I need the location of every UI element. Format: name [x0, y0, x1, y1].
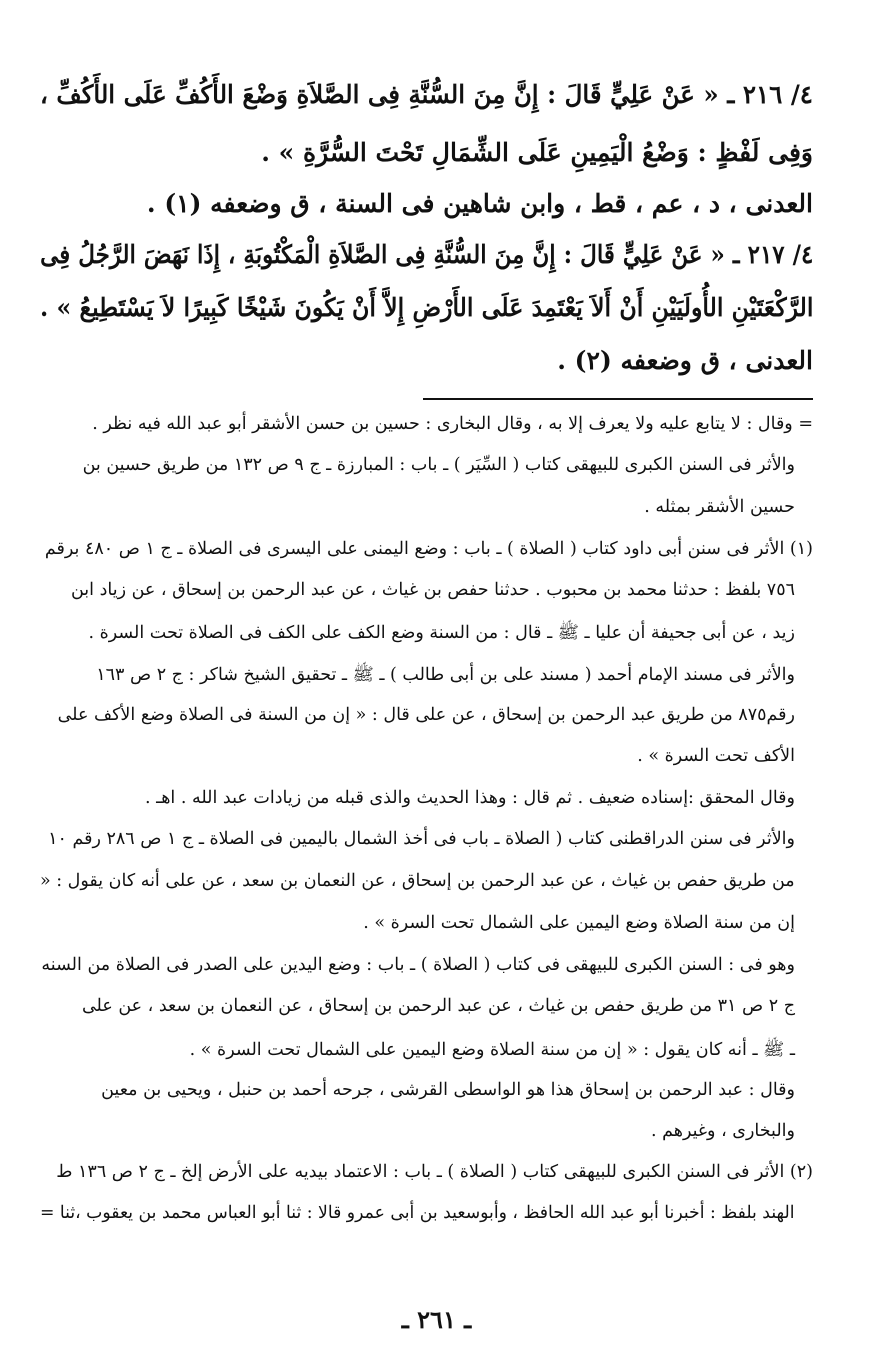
hadith-217-sources: العدنى ، ق وضعفه (٢) . [557, 346, 813, 375]
footnote-1-line: (١) الأثر فى سنن أبى داود كتاب ( الصلاة ) ـ باب : وضع اليمنى على اليسرى فى الصلاة ـ ج ١ ص ٤٨٠ برقم [44, 539, 813, 559]
hadith-217-line-2: الرَّكْعَتَيْنِ الأُولَيَيْنِ أَنْ أَلاَ يَعْتَمِدَ عَلَى الأَرْضِ إِلاَّ أَنْ يَكُونَ شَيْخًا كَبِيرًا لاَ يَسْتَطِيعُ » . [39, 293, 813, 322]
footnote-1-line: والبخارى ، وغيرهم . [650, 1121, 795, 1141]
footnote-2-line: (٢) الأثر فى السنن الكبرى للبيهقى كتاب ( الصلاة ) ـ باب : الاعتماد بيديه على الأرض إلخ ـ ج ٢ ص ١٣٦ ط [56, 1162, 813, 1182]
footnote-2-line: الهند بلفظ : أخبرنا أبو عبد الله الحافظ ، وأبوسعيد بن أبى عمرو قالا : ثنا أبو العباس محمد بن يعقوب ،ثنا = [40, 1203, 795, 1223]
footnote-1-line: إن من سنة الصلاة وضع اليمين على الشمال تحت السرة » . [363, 913, 795, 933]
hadith-216-line-1: ٤/ ٢١٦ ـ « عَنْ عَلِيٍّ قَالَ : إِنَّ مِنَ السُّنَّةِ فِى الصَّلاَةِ وَضْعَ الأَكُفِّ عَلَى الأَكُفِّ ، [40, 80, 813, 109]
footnote-1-line: الأكف تحت السرة » . [637, 746, 795, 766]
footnote-1-line: ـ ﷺ ـ أنه كان يقول : « إن من سنة الصلاة وضع اليمين على الشمال تحت السرة » . [189, 1040, 795, 1060]
footnote-1-line: ٧٥٦ بلفظ : حدثنا محمد بن محبوب . حدثنا حفص بن غياث ، عن عبد الرحمن بن إسحاق ، عن زياد ابن [70, 580, 795, 600]
footnote-1-line: والأثر فى مسند الإمام أحمد ( مسند على بن أبى طالب ) ـ ﷺ ـ تحقيق الشيخ شاكر : ج ٢ ص ١٦٣ [96, 665, 795, 685]
footnote-1-line: وقال المحقق :إسناده ضعيف . ثم قال : وهذا الحديث والذى قبله من زيادات عبد الله . اهـ . [144, 788, 795, 808]
footnote-1-line: رقم٨٧٥ من طريق عبد الرحمن بن إسحاق ، عن على قال : « إن من السنة فى الصلاة وضع الأكف على [57, 705, 795, 725]
footnote-line: حسين الأشقر بمثله . [644, 497, 795, 517]
hadith-217-line-1: ٤/ ٢١٧ ـ « عَنْ عَلِيٍّ قَالَ : إِنَّ مِنَ السُّنَّةِ فِى الصَّلاَةِ الْمَكْتُوبَةِ ، إِذَا نَهَضَ الرَّجُلُ فِى [39, 240, 813, 269]
footnote-line: = وقال : لا يتابع عليه ولا يعرف إلا به ، وقال البخارى : حسين بن حسن الأشقر أبو عبد الله فيه نظر . [92, 414, 813, 434]
hadith-216-sources: العدنى ، د ، عم ، قط ، وابن شاهين فى السنة ، ق وضعفه (١) . [146, 189, 813, 218]
footnote-1-line: من طريق حفص بن غياث ، عن عبد الرحمن بن إسحاق ، عن النعمان بن سعد ، عن على أنه كان يقول : « [40, 871, 795, 891]
footnote-1-line: زيد ، عن أبى جحيفة أن عليا ـ ﷺ ـ قال : من السنة وضع الكف على الكف فى الصلاة تحت السرة . [88, 623, 795, 643]
footnote-1-line: وهو فى : السنن الكبرى للبيهقى فى كتاب ( الصلاة ) ـ باب : وضع اليدين على الصدر فى الصلاة من السنه [41, 955, 795, 975]
footnote-line: والأثر فى السنن الكبرى للبيهقى كتاب ( السِّيَر ) ـ باب : المبارزة ـ ج ٩ ص ١٣٢ من طريق حسين بن [82, 455, 795, 475]
page-number: ـ ٢٦١ ـ [401, 1305, 472, 1334]
footnote-1-line: وقال : عبد الرحمن بن إسحاق هذا هو الواسطى القرشى ، جرحه أحمد بن حنبل ، ويحيى بن معين [101, 1080, 795, 1100]
footnote-1-line: والأثر فى سنن الدراقطنى كتاب ( الصلاة ـ باب فى أخذ الشمال باليمين فى الصلاة ـ ج ١ ص ٢٨٦ رقم ١٠ [48, 829, 795, 849]
hadith-216-line-2: وَفِى لَفْظٍ : وَضْعُ الْيَمِينِ عَلَى الشِّمَالِ تَحْتَ السُّرَّةِ » . [261, 138, 813, 167]
footnote-separator [423, 398, 813, 400]
footnote-1-line: ج ٢ ص ٣١ من طريق حفص بن غياث ، عن عبد الرحمن بن إسحاق ، عن النعمان بن سعد ، عن على [81, 996, 795, 1016]
